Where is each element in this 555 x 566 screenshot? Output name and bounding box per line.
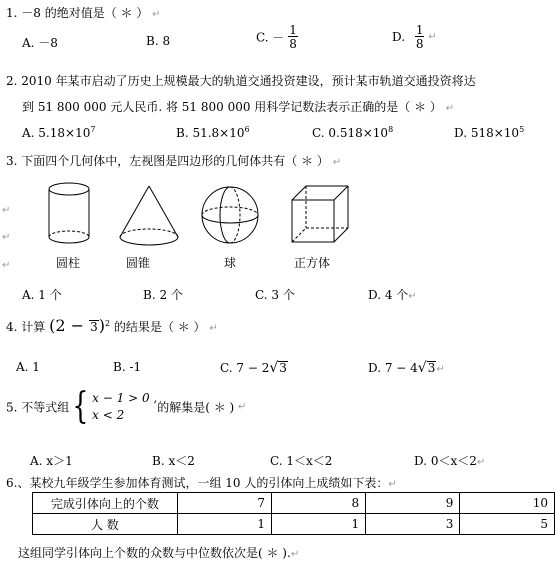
cone-label: 圆锥 (126, 256, 151, 270)
sphere-label: 球 (224, 256, 237, 270)
q3-option-b: B. 2 个 (143, 288, 183, 302)
table-cell: 10 (460, 493, 555, 514)
q3-option-d: D. 4 个↵ (368, 288, 417, 302)
q4-option-d: D. 7 − 4√3↵ (368, 360, 445, 376)
return-mark: ↵ (2, 205, 11, 216)
return-mark: ↵ (2, 260, 11, 271)
q6-question: 这组同学引体向上个数的众数与中位数依次是( ＊ ).↵ (18, 546, 300, 560)
q2-line2: 到 51 800 000 元人民币. 将 51 800 000 用科学记数法表示正确的是（ ＊ ） ↵ (22, 100, 455, 114)
table-cell: 1 (177, 514, 271, 535)
table-row (33, 493, 555, 514)
cylinder-label: 圆柱 (56, 256, 81, 270)
q4-option-c: C. 7 − 2√3 (220, 360, 287, 376)
table-header-cell: 人 数 (33, 514, 178, 535)
q3-stem: 3. 下面四个几何体中，左视图是四边形的几何体共有（ ＊ ） ↵ (6, 154, 342, 168)
q2-option-c: C. $0.518\times 10^8$ (312, 125, 394, 140)
table-cell: 9 (366, 493, 460, 514)
q1-stem: 1. －8 的绝对值是（ ＊ ） ↵ (6, 6, 161, 20)
q6-stem: 6.、某校九年级学生参加体育测试，一组 10 人的引体向上成绩如下表：↵ (6, 476, 397, 490)
q1-option-d: D. $\frac{1}{8}$ ↵ (392, 23, 437, 51)
q2-option-d: D. $518\times 10^5$ (454, 125, 525, 140)
q5-option-d: D. 0＜x＜2↵ (414, 454, 486, 468)
q4-stem: 4. 计算 $(2 - 3)^2$ 的结果是（ ＊ ） ↵ (6, 316, 218, 335)
return-mark: ↵ (2, 232, 11, 243)
q2-option-a: A. $5.18\times 10^7$ (22, 125, 96, 140)
q4-option-b: B. -1 (113, 360, 142, 374)
q3-option-a: A. 1 个 (22, 288, 62, 302)
table-header-cell: 完成引体向上的个数 (33, 493, 178, 514)
q5-stem: 5. 不等式组{ x − 1 > 0 , x < 2 的解集是( ＊ ) ↵ (6, 386, 247, 427)
cylinder-figure (49, 183, 89, 243)
q1-option-a: A. －8 (22, 36, 58, 50)
q3-option-c: C. 3 个 (255, 288, 295, 302)
q5-option-c: C. 1＜x＜2 (270, 454, 333, 468)
cube-figure (292, 186, 348, 242)
table-cell: 3 (366, 514, 460, 535)
solid-figures (0, 180, 555, 250)
scores-table (32, 492, 555, 535)
q5-option-a: A. x＞1 (30, 454, 73, 468)
q1-option-b: B. 8 (146, 34, 171, 48)
table-cell: 5 (460, 514, 555, 535)
q4-option-a: A. 1 (16, 360, 40, 374)
table-cell: 8 (272, 493, 366, 514)
sphere-figure (202, 187, 258, 243)
q1-option-c: C. － $\frac{1}{8}$ (256, 23, 297, 51)
table-cell: 7 (177, 493, 271, 514)
q2-line1: 2. 2010 年某市启动了历史上规模最大的轨道交通投资建设，预计某市轨道交通投资将达 (6, 74, 476, 88)
cone-figure (120, 186, 178, 245)
q5-option-b: B. x＜2 (152, 454, 195, 468)
cube-label: 正方体 (294, 256, 331, 270)
q2-option-b: B. $51.8\times 10^6$ (176, 125, 250, 140)
table-row (33, 514, 555, 535)
table-cell: 1 (272, 514, 366, 535)
